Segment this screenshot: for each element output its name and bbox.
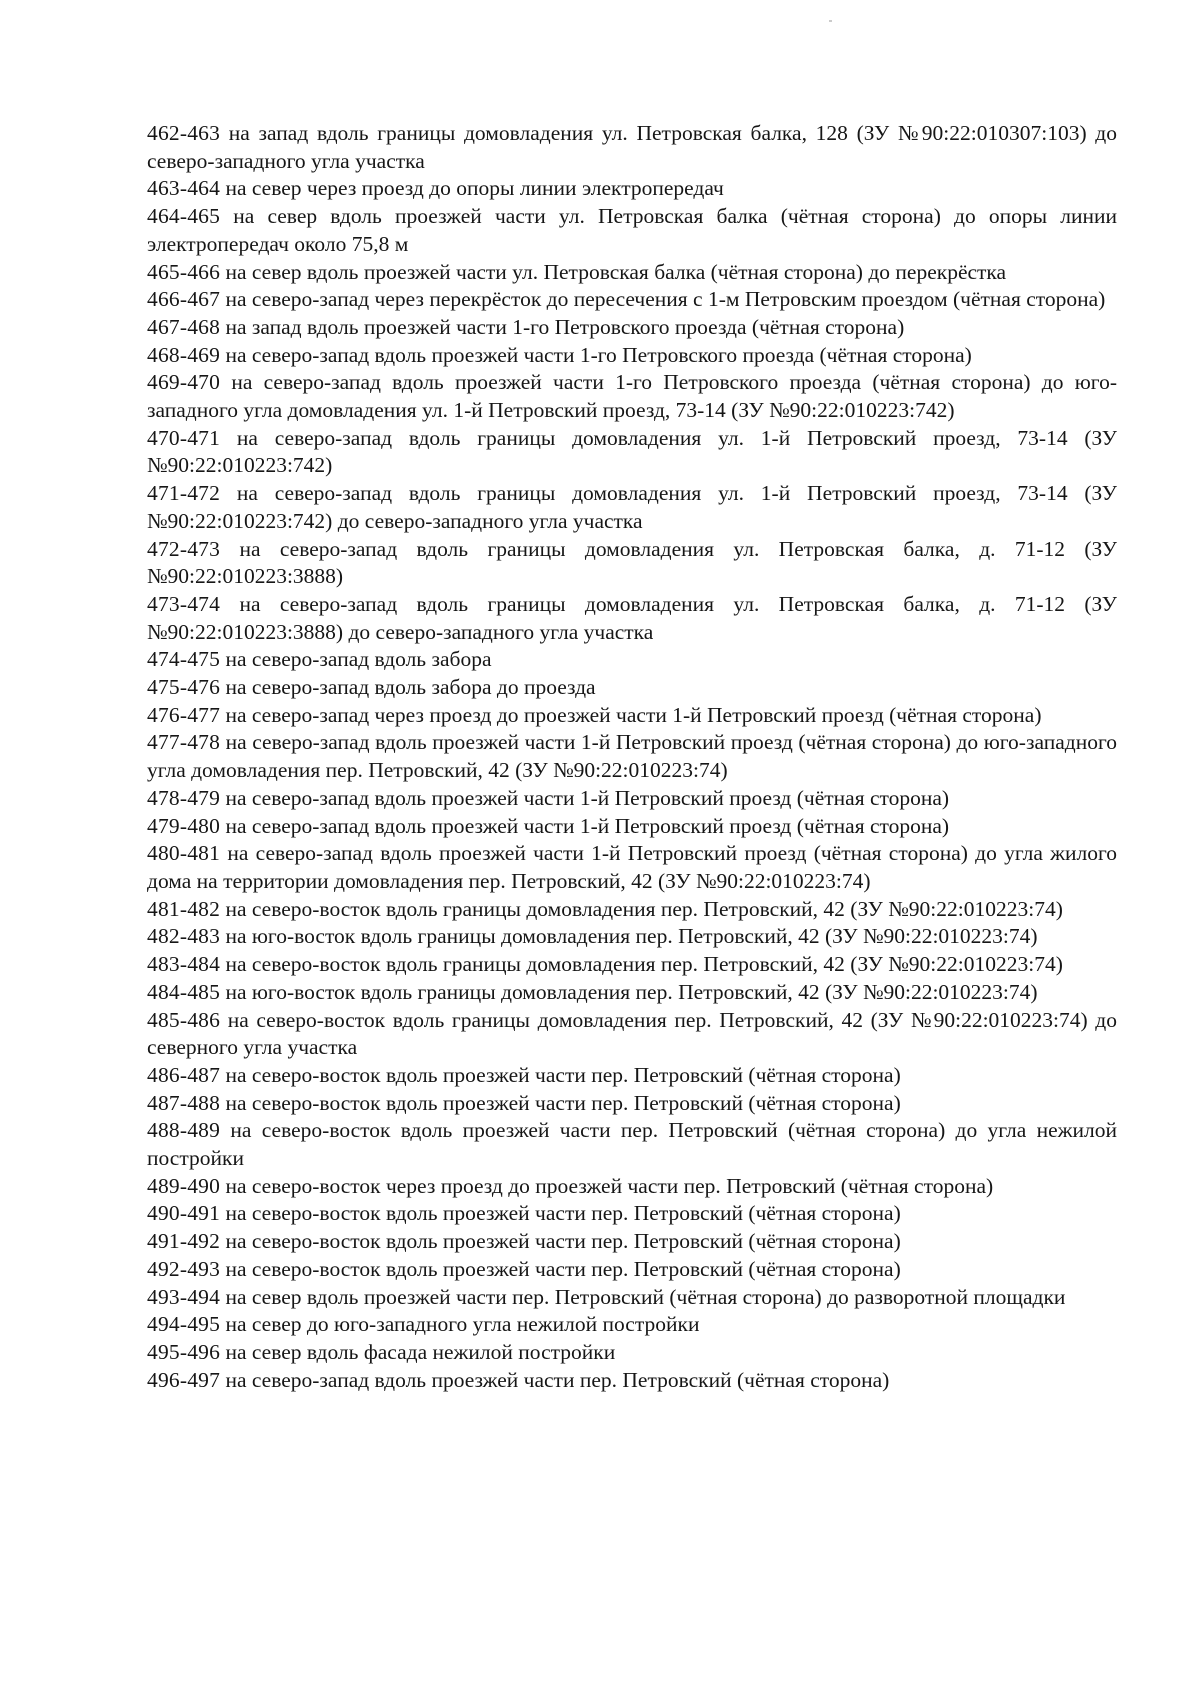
- segment-description: на северо-восток вдоль границы домовладения пер. Петровский, 42 (ЗУ №90:22:010223:74): [225, 952, 1063, 977]
- boundary-entry: [147, 175, 1117, 203]
- segment-number: 494-495: [147, 1312, 221, 1337]
- segment-description: на северо-запад вдоль проезжей части 1-й Петровский проезд (чётная сторона): [225, 813, 950, 838]
- segment-description: на север вдоль фасада нежилой постройки: [225, 1339, 616, 1364]
- boundary-entry: [147, 1117, 1117, 1172]
- segment-description: на северо-запад вдоль проезжей части пер. Петровский (чётная сторона): [225, 1367, 890, 1392]
- boundary-entry: [147, 1007, 1117, 1062]
- segment-description: на северо-запад вдоль границы домовладения ул. Петровская балка, д. 71-12 (ЗУ №90:22:010223:3888): [147, 536, 1118, 589]
- segment-number: 478-479: [147, 785, 221, 810]
- segment-number: 485-486: [147, 1007, 221, 1032]
- boundary-entry: [147, 951, 1117, 979]
- segment-description: на северо-восток вдоль проезжей части пер. Петровский (чётная сторона) до угла нежилой постройки: [147, 1118, 1118, 1171]
- segment-number: 465-466: [147, 259, 221, 284]
- segment-description: на северо-восток вдоль границы домовладения пер. Петровский, 42 (ЗУ №90:22:010223:74): [225, 896, 1063, 921]
- segment-number: 469-470: [147, 370, 221, 395]
- boundary-entry: [147, 369, 1117, 424]
- segment-number: 462-463: [147, 121, 221, 145]
- boundary-entry: [147, 674, 1117, 702]
- boundary-entry: [147, 729, 1117, 784]
- boundary-entry: [147, 1173, 1117, 1201]
- segment-number: 467-468: [147, 314, 221, 339]
- segment-description: на северо-восток вдоль проезжей части пер. Петровский (чётная сторона): [225, 1090, 901, 1115]
- segment-number: 481-482: [147, 896, 221, 921]
- segment-description: на северо-запад через перекрёсток до пересечения с 1-м Петровским проездом (чётная сторона): [225, 287, 1106, 312]
- segment-description: на юго-восток вдоль границы домовладения пер. Петровский, 42 (ЗУ №90:22:010223:74): [225, 924, 1038, 949]
- segment-number: 471-472: [147, 481, 221, 506]
- segment-number: 492-493: [147, 1256, 221, 1281]
- segment-number: 496-497: [147, 1367, 221, 1392]
- boundary-entry: [147, 342, 1117, 370]
- boundary-entry: [147, 1256, 1117, 1284]
- boundary-entry: [147, 1090, 1117, 1118]
- segment-description: на северо-запад вдоль границы домовладения ул. 1-й Петровский проезд, 73-14 (ЗУ №90:22:010223:742): [147, 425, 1117, 478]
- segment-number: 477-478: [147, 730, 221, 755]
- boundary-entry: [147, 1367, 1117, 1395]
- segment-number: 482-483: [147, 924, 221, 949]
- segment-description: на северо-восток вдоль проезжей части пер. Петровский (чётная сторона): [225, 1201, 901, 1226]
- segment-number: 483-484: [147, 952, 221, 977]
- segment-description: на запад вдоль проезжей части 1-го Петровского проезда (чётная сторона): [225, 314, 905, 339]
- segment-description: на запад вдоль границы домовладения ул. Петровская балка, 128 (ЗУ №90:22:010307:103) до северо-западного угла участка: [147, 121, 1117, 173]
- segment-number: 464-465: [147, 204, 221, 229]
- segment-description: на северо-запад вдоль проезжей части 1-й Петровский проезд (чётная сторона): [225, 785, 950, 810]
- boundary-entry: [147, 1284, 1117, 1312]
- segment-description: на северо-восток вдоль проезжей части пер. Петровский (чётная сторона): [225, 1256, 901, 1281]
- segment-number: 476-477: [147, 702, 221, 727]
- boundary-entry: [147, 785, 1117, 813]
- boundary-entry: [147, 203, 1117, 258]
- segment-description: на северо-запад вдоль границы домовладения ул. Петровская балка, д. 71-12 (ЗУ №90:22:010223:3888) до северо-западного угла участка: [147, 591, 1118, 644]
- segment-number: 484-485: [147, 979, 221, 1004]
- segment-description: на северо-запад вдоль забора до проезда: [225, 675, 596, 700]
- segment-number: 472-473: [147, 536, 221, 561]
- segment-description: на север до юго-западного угла нежилой постройки: [225, 1312, 700, 1337]
- segment-description: на северо-запад вдоль проезжей части 1-й Петровский проезд (чётная сторона) до юго-западного угла домовладения пер. Петровский, 42 (ЗУ №90:22:010223:74): [147, 730, 1117, 783]
- boundary-entry: [147, 896, 1117, 924]
- segment-description: на северо-запад вдоль забора: [225, 647, 492, 672]
- boundary-entry: [147, 480, 1117, 535]
- segment-number: 488-489: [147, 1118, 221, 1143]
- segment-number: 474-475: [147, 647, 221, 672]
- boundary-entry: [147, 314, 1117, 342]
- segment-description: на северо-восток вдоль границы домовладения пер. Петровский, 42 (ЗУ №90:22:010223:74) до северного угла участка: [147, 1007, 1117, 1060]
- segment-description: на северо-запад через проезд до проезжей части 1-й Петровский проезд (чётная сторона): [225, 702, 1042, 727]
- scan-artifact: [829, 20, 832, 22]
- boundary-entry: [147, 1062, 1117, 1090]
- segment-description: на северо-запад вдоль проезжей части 1-го Петровского проезда (чётная сторона): [225, 342, 972, 367]
- segment-number: 490-491: [147, 1201, 221, 1226]
- boundary-entry: [147, 286, 1117, 314]
- boundary-entry: [147, 923, 1117, 951]
- boundary-entry: [147, 840, 1117, 895]
- segment-description: на северо-запад вдоль проезжей части 1-го Петровского проезда (чётная сторона) до юго-западного угла домовладения ул. 1-й Петровский проезд, 73-14 (ЗУ №90:22:010223:742): [147, 370, 1117, 423]
- segment-number: 486-487: [147, 1062, 221, 1087]
- boundary-description-list: [147, 120, 1117, 1394]
- segment-description: на север вдоль проезжей части пер. Петровский (чётная сторона) до разворотной площадки: [225, 1284, 1066, 1309]
- segment-number: 463-464: [147, 176, 221, 201]
- segment-number: 475-476: [147, 675, 221, 700]
- boundary-entry: [147, 1339, 1117, 1367]
- boundary-entry: [147, 1200, 1117, 1228]
- segment-number: 487-488: [147, 1090, 221, 1115]
- boundary-entry: [147, 259, 1117, 287]
- segment-description: на север вдоль проезжей части ул. Петровская балка (чётная сторона) до опоры линии электропередач около 75,8 м: [147, 204, 1118, 256]
- segment-number: 479-480: [147, 813, 221, 838]
- segment-description: на юго-восток вдоль границы домовладения пер. Петровский, 42 (ЗУ №90:22:010223:74): [225, 979, 1038, 1004]
- segment-number: 489-490: [147, 1173, 221, 1198]
- segment-description: на северо-восток через проезд до проезжей части пер. Петровский (чётная сторона): [225, 1173, 994, 1198]
- segment-number: 495-496: [147, 1339, 221, 1364]
- boundary-entry: [147, 120, 1117, 175]
- segment-number: 480-481: [147, 841, 221, 866]
- segment-description: на север через проезд до опоры линии электропередач: [225, 176, 724, 201]
- segment-number: 466-467: [147, 287, 221, 312]
- segment-number: 470-471: [147, 425, 221, 450]
- boundary-entry: [147, 591, 1117, 646]
- boundary-entry: [147, 1311, 1117, 1339]
- boundary-entry: [147, 646, 1117, 674]
- segment-number: 473-474: [147, 591, 221, 616]
- boundary-entry: [147, 1228, 1117, 1256]
- boundary-entry: [147, 813, 1117, 841]
- segment-number: 493-494: [147, 1284, 221, 1309]
- boundary-entry: [147, 536, 1117, 591]
- segment-description: на северо-запад вдоль проезжей части 1-й Петровский проезд (чётная сторона) до угла жилого дома на территории домовладения пер. Петровский, 42 (ЗУ №90:22:010223:74): [147, 841, 1118, 893]
- segment-description: на северо-восток вдоль проезжей части пер. Петровский (чётная сторона): [225, 1062, 901, 1087]
- segment-description: на северо-восток вдоль проезжей части пер. Петровский (чётная сторона): [225, 1229, 901, 1254]
- boundary-entry: [147, 425, 1117, 480]
- boundary-entry: [147, 702, 1117, 730]
- segment-description: на север вдоль проезжей части ул. Петровская балка (чётная сторона) до перекрёстка: [225, 259, 1007, 284]
- segment-number: 491-492: [147, 1229, 221, 1254]
- segment-description: на северо-запад вдоль границы домовладения ул. 1-й Петровский проезд, 73-14 (ЗУ №90:22:010223:742) до северо-западного угла участка: [147, 481, 1117, 533]
- boundary-entry: [147, 979, 1117, 1007]
- segment-number: 468-469: [147, 342, 221, 367]
